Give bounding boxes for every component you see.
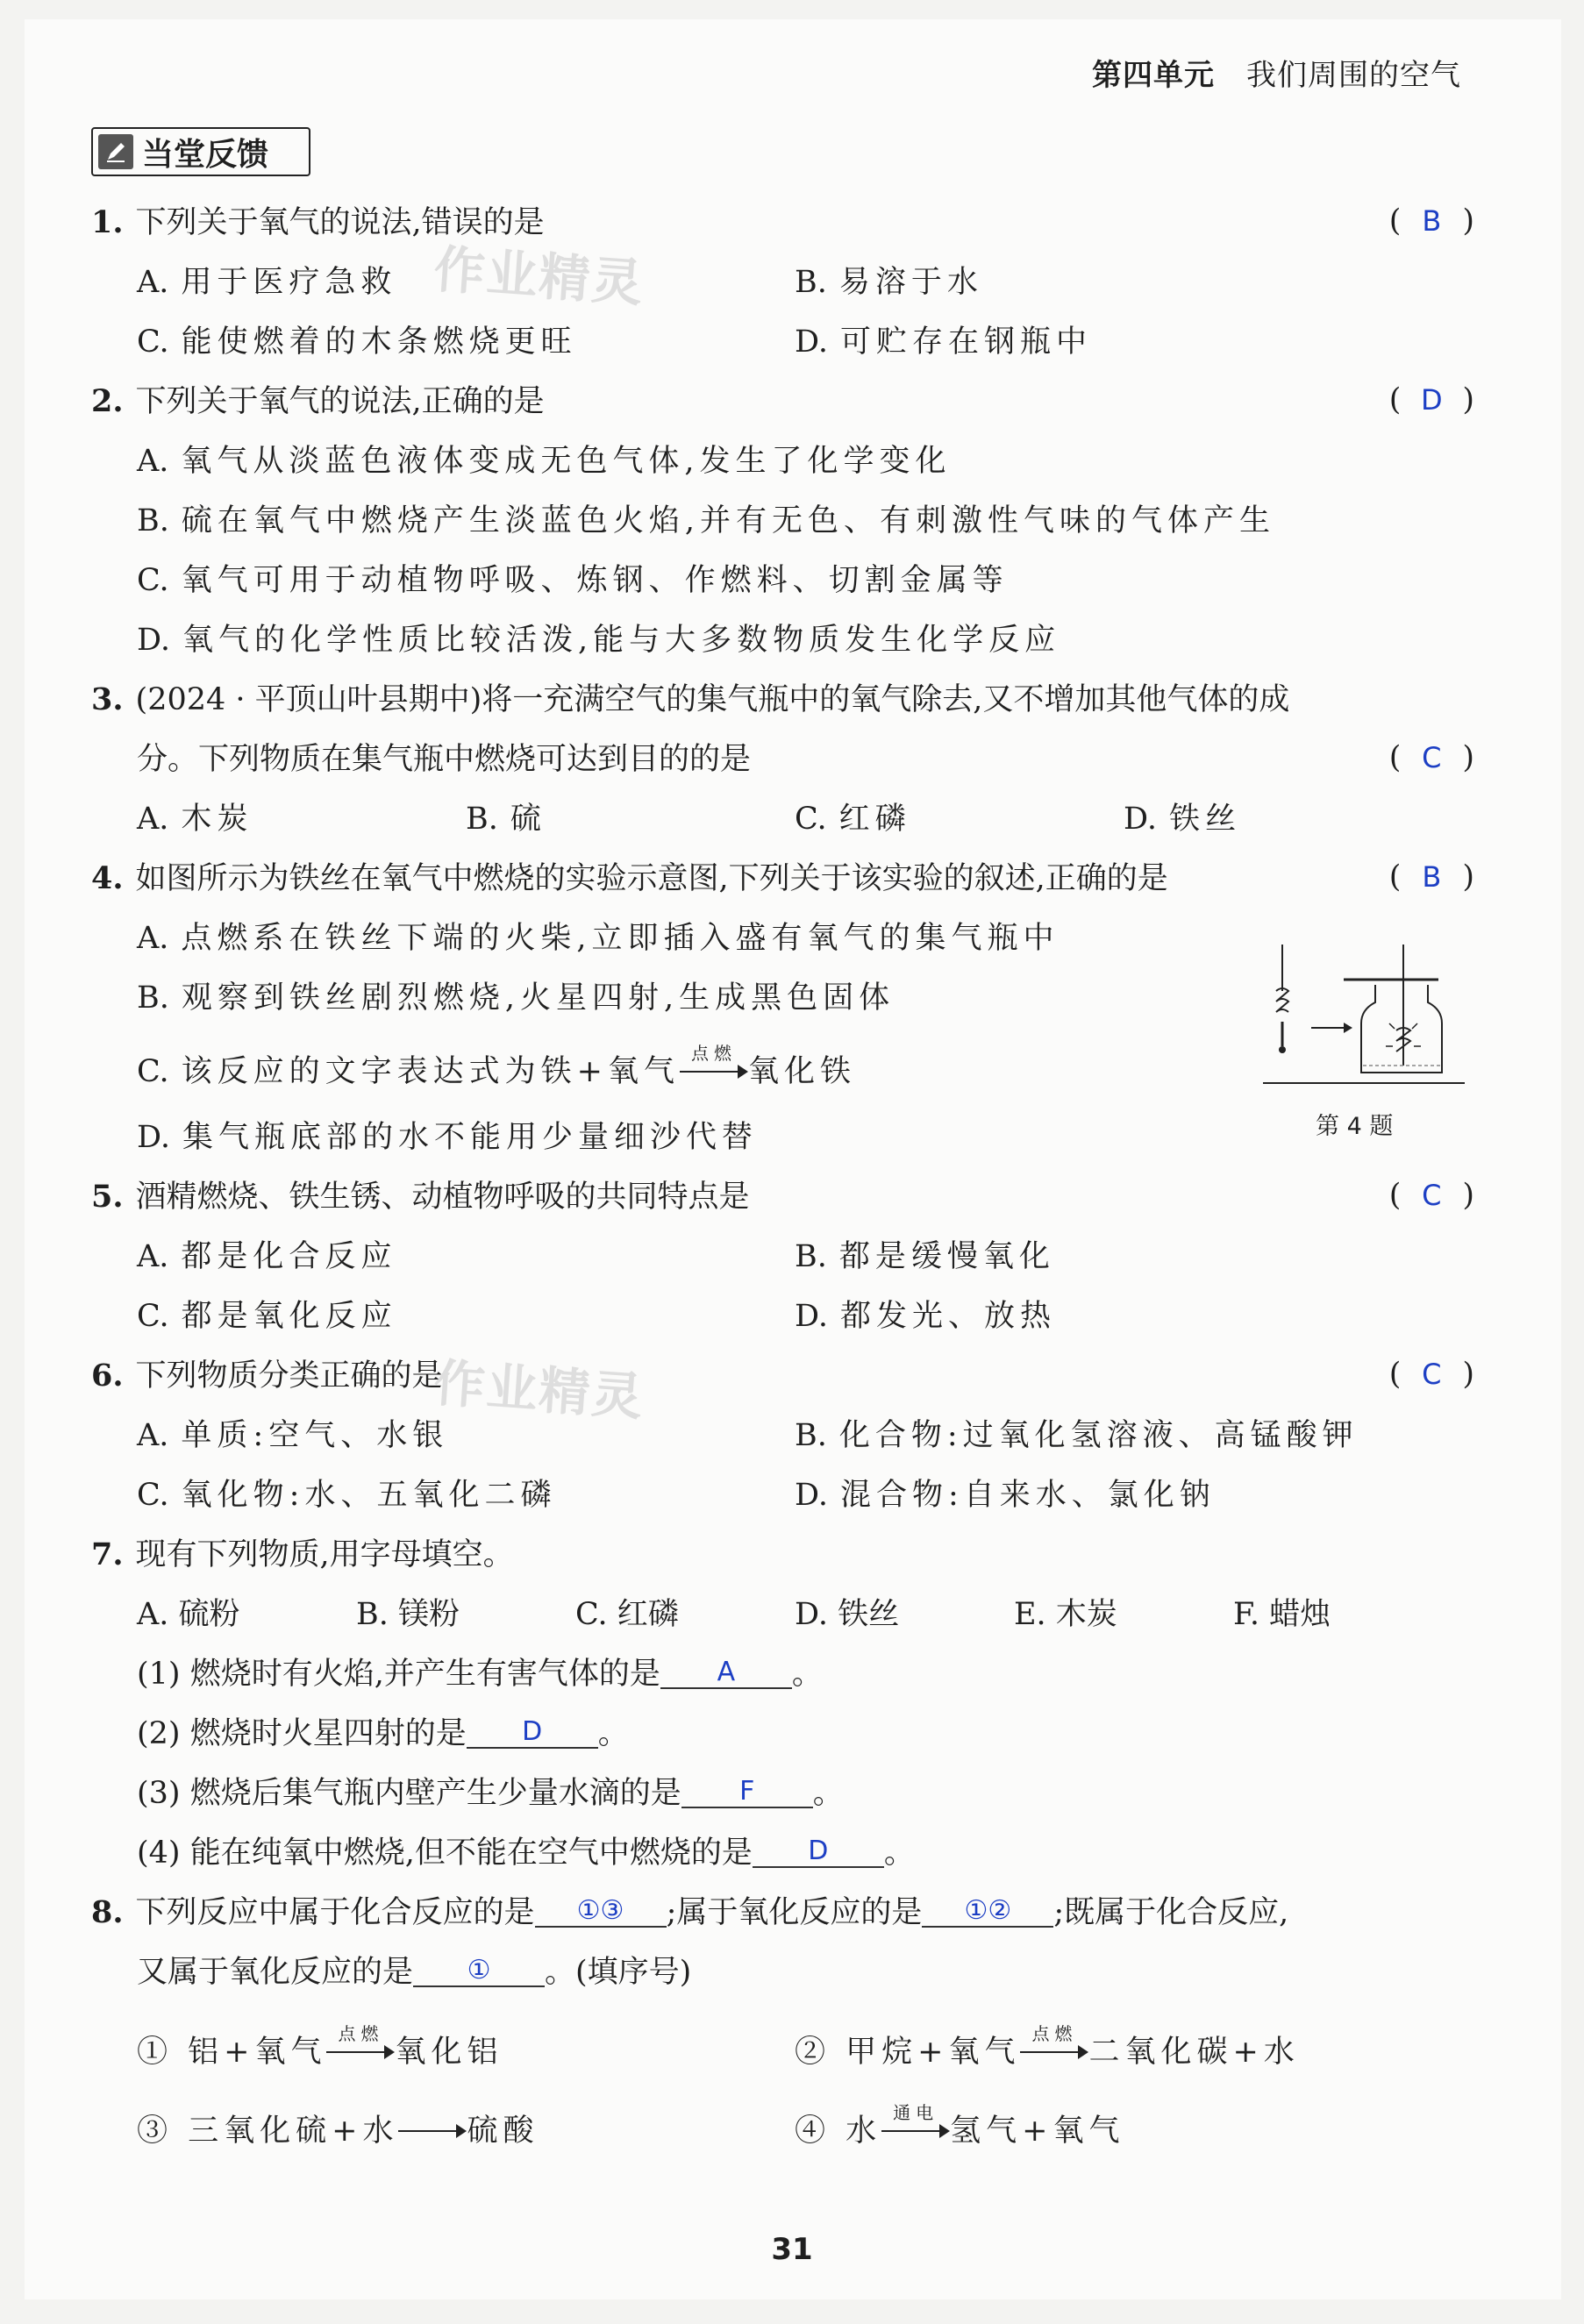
q4-stem: 4. 如图所示为铁丝在氧气中燃烧的实验示意图,下列关于该实验的叙述,正确的是 <box>91 860 1168 896</box>
q7-stem: 7. 现有下列物质,用字母填空。 <box>91 1536 514 1572</box>
running-header <box>1092 51 1461 94</box>
q8-blank-both: ① <box>413 1956 545 1987</box>
watermark-2: 作业精灵 <box>432 1352 646 1428</box>
q8-blank-combination: ①③ <box>535 1896 667 1928</box>
q7-sub3: (3) 燃烧后集气瓶内壁产生少量水滴的是 F 。 <box>137 1776 844 1811</box>
q7-material-c: C. 红磷 <box>575 1597 679 1632</box>
q7-sub4-blank: D <box>753 1836 884 1868</box>
q4-option-a: A. 点燃系在铁丝下端的火柴,立即插入盛有氧气的集气瓶中 <box>137 921 1060 956</box>
q8-blank-oxidation: ①② <box>922 1896 1053 1928</box>
reaction-arrow: 通电 <box>881 2120 950 2146</box>
q7-sub1-blank: A <box>660 1657 792 1689</box>
q6-option-a: A. 单质:空气、水银 <box>137 1418 449 1453</box>
q7-material-f: F. 蜡烛 <box>1233 1597 1331 1632</box>
q4-experiment-figure <box>1263 943 1465 1101</box>
q8-reaction-1: ① 铝+氧气 点燃 氧化铝 <box>137 2022 503 2070</box>
q2-answer: ( D ) <box>1388 382 1474 417</box>
q6-option-d: D. 混合物:自来水、氯化钠 <box>795 1478 1216 1513</box>
q7-sub3-blank: F <box>681 1777 813 1808</box>
q8-stem-line2: 又属于氧化反应的是 ① 。(填序号) <box>137 1955 692 1990</box>
section-title: 当堂反馈 <box>142 136 269 173</box>
q3-answer: ( C ) <box>1388 740 1474 775</box>
q3-option-a: A. 木炭 <box>137 802 253 837</box>
q6-stem: 6. 下列物质分类正确的是 <box>91 1358 443 1394</box>
q2-option-b: B. 硫在氧气中燃烧产生淡蓝色火焰,并有无色、有刺激性气味的气体产生 <box>137 503 1275 538</box>
q5-option-b: B. 都是缓慢氧化 <box>795 1239 1055 1274</box>
q4-option-b: B. 观察到铁丝剧烈燃烧,火星四射,生成黑色固体 <box>137 980 895 1016</box>
q3-stem-line1: 3. (2024 · 平顶山叶县期中)将一充满空气的集气瓶中的氧气除去,又不增加其他气体的成 <box>91 681 1290 717</box>
q7-sub1: (1) 燃烧时有火焰,并产生有害气体的是 A 。 <box>137 1657 823 1692</box>
q7-material-b: B. 镁粉 <box>356 1597 460 1632</box>
q4-option-d: D. 集气瓶底部的水不能用少量细沙代替 <box>137 1120 758 1155</box>
q6-answer: ( C ) <box>1388 1357 1474 1392</box>
q7-material-e: E. 木炭 <box>1014 1597 1117 1632</box>
q7-sub4: (4) 能在纯氧中燃烧,但不能在空气中燃烧的是 D 。 <box>137 1836 915 1871</box>
q5-stem: 5. 酒精燃烧、铁生锈、动植物呼吸的共同特点是 <box>91 1179 750 1215</box>
q6-option-b: B. 化合物:过氧化氢溶液、高锰酸钾 <box>795 1418 1359 1453</box>
q8-reaction-3: ③ 三氧化硫+水 硫酸 <box>137 2114 539 2149</box>
q5-option-d: D. 都发光、放热 <box>795 1299 1056 1334</box>
q2-stem: 2. 下列关于氧气的说法,正确的是 <box>91 383 545 419</box>
q7-sub2: (2) 燃烧时火星四射的是 D 。 <box>137 1716 629 1751</box>
q1-option-a: A. 用于医疗急救 <box>137 265 397 300</box>
q6-option-c: C. 氧化物:水、五氧化二磷 <box>137 1478 557 1513</box>
q5-option-a: A. 都是化合反应 <box>137 1239 397 1274</box>
q2-option-a: A. 氧气从淡蓝色液体变成无色气体,发生了化学变化 <box>137 444 952 479</box>
reaction-arrow <box>398 2120 467 2146</box>
q3-stem-line2: 分。下列物质在集气瓶中燃烧可达到目的的是 <box>137 742 752 777</box>
header-title: 我们周围的空气 <box>1246 58 1461 93</box>
reaction-arrow: 点燃 <box>680 1060 748 1087</box>
q1-option-d: D. 可贮存在钢瓶中 <box>795 324 1092 360</box>
q3-option-b: B. 硫 <box>466 802 546 837</box>
page-number: 31 <box>771 2232 813 2267</box>
q1-option-c: C. 能使燃着的木条燃烧更旺 <box>137 324 577 360</box>
q7-material-a: A. 硫粉 <box>137 1597 240 1632</box>
watermark-1: 作业精灵 <box>432 239 646 314</box>
q3-option-d: D. 铁丝 <box>1124 802 1241 837</box>
q7-sub2-blank: D <box>467 1717 598 1749</box>
q8-stem-line1: 8. 下列反应中属于化合反应的是 ①③ ;属于氧化反应的是 ①② ;既属于化合反应, <box>91 1894 1289 1930</box>
q8-reaction-2: ② 甲烷+氧气 点燃 二氧化碳+水 <box>795 2022 1300 2070</box>
q7-material-d: D. 铁丝 <box>795 1597 900 1632</box>
q1-option-b: B. 易溶于水 <box>795 265 983 300</box>
reaction-arrow: 点燃 <box>326 2041 395 2067</box>
header-unit: 第四单元 <box>1092 58 1215 93</box>
q3-option-c: C. 红磷 <box>795 802 911 837</box>
q4-answer: ( B ) <box>1388 859 1474 895</box>
q2-option-d: D. 氧气的化学性质比较活泼,能与大多数物质发生化学反应 <box>137 623 1061 658</box>
q1-stem: 1. 下列关于氧气的说法,错误的是 <box>91 204 545 240</box>
q8-reaction-4: ④ 水 通电 氢气+氧气 <box>795 2101 1125 2149</box>
q4-figure-caption: 第 4 题 <box>1316 1113 1394 1140</box>
q5-answer: ( C ) <box>1388 1178 1474 1213</box>
q1-answer: ( B ) <box>1388 203 1474 239</box>
q5-option-c: C. 都是氧化反应 <box>137 1299 397 1334</box>
pen-icon <box>98 134 133 169</box>
section-title-box <box>91 127 310 176</box>
q2-option-c: C. 氧气可用于动植物呼吸、炼钢、作燃料、切割金属等 <box>137 563 1009 598</box>
q4-option-c: C. 该反应的文字表达式为铁+氧气 点燃 氧化铁 <box>137 1042 857 1089</box>
reaction-arrow: 点燃 <box>1020 2041 1088 2067</box>
